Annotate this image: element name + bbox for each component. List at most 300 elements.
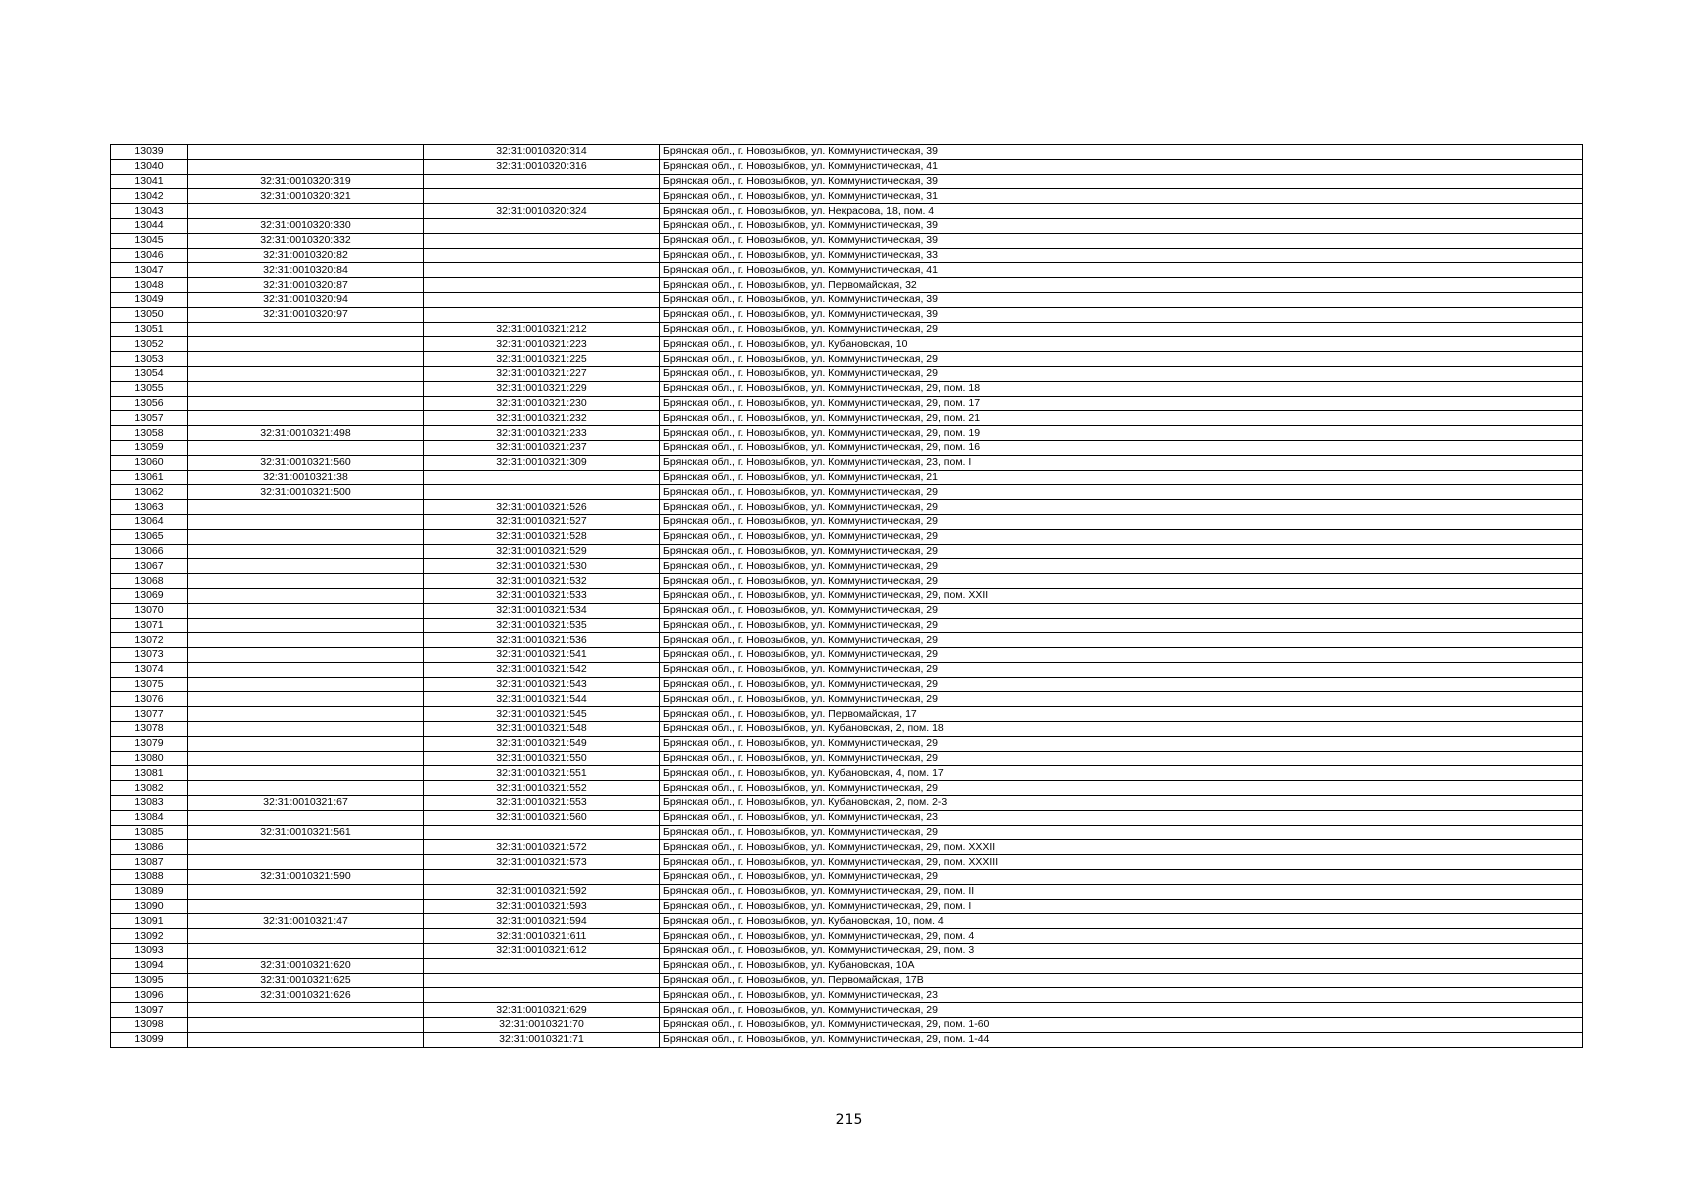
table-row <box>111 603 1583 618</box>
cadastral-number-a: 32:31:0010321:560 <box>188 455 424 470</box>
cadastral-number-b: 32:31:0010321:70 <box>424 1018 660 1033</box>
table-row <box>111 381 1583 396</box>
address-cell: Брянская обл., г. Новозыбков, ул. Коммунистическая, 29, пом. 17 <box>660 396 1583 411</box>
row-number: 13077 <box>111 707 188 722</box>
row-number: 13087 <box>111 855 188 870</box>
address-cell: Брянская обл., г. Новозыбков, ул. Коммунистическая, 29 <box>660 618 1583 633</box>
address-cell: Брянская обл., г. Новозыбков, ул. Коммунистическая, 41 <box>660 263 1583 278</box>
cadastral-number-b: 32:31:0010321:545 <box>424 707 660 722</box>
address-cell: Брянская обл., г. Новозыбков, ул. Коммунистическая, 29 <box>660 736 1583 751</box>
table-row <box>111 781 1583 796</box>
cadastral-number-b <box>424 958 660 973</box>
table-row <box>111 662 1583 677</box>
table-row <box>111 292 1583 307</box>
address-cell: Брянская обл., г. Новозыбков, ул. Коммунистическая, 29 <box>660 870 1583 885</box>
cadastral-number-a <box>188 751 424 766</box>
cadastral-number-a <box>188 648 424 663</box>
cadastral-number-b: 32:31:0010321:528 <box>424 529 660 544</box>
table-row <box>111 810 1583 825</box>
row-number: 13072 <box>111 633 188 648</box>
address-cell: Брянская обл., г. Новозыбков, ул. Коммунистическая, 39 <box>660 233 1583 248</box>
address-cell: Брянская обл., г. Новозыбков, ул. Коммунистическая, 29 <box>660 574 1583 589</box>
address-cell: Брянская обл., г. Новозыбков, ул. Некрасова, 18, пом. 4 <box>660 204 1583 219</box>
cadastral-number-b: 32:31:0010321:71 <box>424 1032 660 1047</box>
row-number: 13055 <box>111 381 188 396</box>
row-number: 13092 <box>111 929 188 944</box>
cadastral-number-b: 32:31:0010321:529 <box>424 544 660 559</box>
row-number: 13047 <box>111 263 188 278</box>
cadastral-number-b: 32:31:0010321:551 <box>424 766 660 781</box>
cadastral-number-a <box>188 544 424 559</box>
address-cell: Брянская обл., г. Новозыбков, ул. Коммунистическая, 29 <box>660 485 1583 500</box>
row-number: 13054 <box>111 366 188 381</box>
cadastral-number-a <box>188 559 424 574</box>
cadastral-number-b: 32:31:0010321:225 <box>424 352 660 367</box>
address-cell: Брянская обл., г. Новозыбков, ул. Коммунистическая, 29 <box>660 662 1583 677</box>
table-row <box>111 455 1583 470</box>
address-cell: Брянская обл., г. Новозыбков, ул. Коммунистическая, 29, пом. 21 <box>660 411 1583 426</box>
cadastral-number-b: 32:31:0010321:533 <box>424 588 660 603</box>
cadastral-number-b: 32:31:0010321:552 <box>424 781 660 796</box>
table-row <box>111 914 1583 929</box>
cadastral-number-a <box>188 618 424 633</box>
cadastral-number-b: 32:31:0010321:309 <box>424 455 660 470</box>
cadastral-number-a: 32:31:0010321:498 <box>188 426 424 441</box>
table-row <box>111 648 1583 663</box>
table-row <box>111 633 1583 648</box>
table-row <box>111 840 1583 855</box>
cadastral-number-b <box>424 973 660 988</box>
address-cell: Брянская обл., г. Новозыбков, ул. Коммунистическая, 29, пом. XXII <box>660 588 1583 603</box>
cadastral-number-b <box>424 988 660 1003</box>
address-cell: Брянская обл., г. Новозыбков, ул. Коммунистическая, 29 <box>660 322 1583 337</box>
cadastral-number-a: 32:31:0010320:84 <box>188 263 424 278</box>
row-number: 13064 <box>111 514 188 529</box>
cadastral-number-b: 32:31:0010321:549 <box>424 736 660 751</box>
table-row <box>111 825 1583 840</box>
table-row <box>111 559 1583 574</box>
cadastral-number-a: 32:31:0010321:561 <box>188 825 424 840</box>
address-cell: Брянская обл., г. Новозыбков, ул. Коммунистическая, 39 <box>660 174 1583 189</box>
row-number: 13096 <box>111 988 188 1003</box>
cadastral-number-b: 32:31:0010321:553 <box>424 796 660 811</box>
row-number: 13084 <box>111 810 188 825</box>
row-number: 13067 <box>111 559 188 574</box>
table-row <box>111 588 1583 603</box>
row-number: 13041 <box>111 174 188 189</box>
table-row <box>111 692 1583 707</box>
cadastral-number-b: 32:31:0010321:594 <box>424 914 660 929</box>
cadastral-number-a <box>188 944 424 959</box>
cadastral-number-b: 32:31:0010321:532 <box>424 574 660 589</box>
table-row <box>111 426 1583 441</box>
cadastral-number-a: 32:31:0010321:500 <box>188 485 424 500</box>
cadastral-number-b <box>424 233 660 248</box>
cadastral-number-a: 32:31:0010320:97 <box>188 307 424 322</box>
table-row <box>111 411 1583 426</box>
cadastral-number-b: 32:31:0010321:573 <box>424 855 660 870</box>
row-number: 13073 <box>111 648 188 663</box>
address-cell: Брянская обл., г. Новозыбков, ул. Кубановская, 10А <box>660 958 1583 973</box>
cadastral-number-b: 32:31:0010321:612 <box>424 944 660 959</box>
row-number: 13085 <box>111 825 188 840</box>
row-number: 13082 <box>111 781 188 796</box>
table-row <box>111 944 1583 959</box>
cadastral-number-a <box>188 440 424 455</box>
cadastral-number-b: 32:31:0010321:542 <box>424 662 660 677</box>
cadastral-number-a <box>188 411 424 426</box>
address-cell: Брянская обл., г. Новозыбков, ул. Коммунистическая, 33 <box>660 248 1583 263</box>
table-row <box>111 544 1583 559</box>
table-row <box>111 766 1583 781</box>
cadastral-number-a <box>188 736 424 751</box>
cadastral-number-a <box>188 381 424 396</box>
row-number: 13071 <box>111 618 188 633</box>
table-row <box>111 322 1583 337</box>
row-number: 13039 <box>111 145 188 160</box>
cadastral-number-b: 32:31:0010321:629 <box>424 1003 660 1018</box>
address-cell: Брянская обл., г. Новозыбков, ул. Коммунистическая, 31 <box>660 189 1583 204</box>
row-number: 13088 <box>111 870 188 885</box>
table-row <box>111 514 1583 529</box>
table-row <box>111 366 1583 381</box>
address-cell: Брянская обл., г. Новозыбков, ул. Коммунистическая, 39 <box>660 145 1583 160</box>
row-number: 13050 <box>111 307 188 322</box>
table-row <box>111 1032 1583 1047</box>
address-cell: Брянская обл., г. Новозыбков, ул. Коммунистическая, 29, пом. 4 <box>660 929 1583 944</box>
cadastral-number-b: 32:31:0010321:227 <box>424 366 660 381</box>
address-cell: Брянская обл., г. Новозыбков, ул. Коммунистическая, 29 <box>660 603 1583 618</box>
cadastral-number-b: 32:31:0010321:223 <box>424 337 660 352</box>
row-number: 13094 <box>111 958 188 973</box>
table-row <box>111 796 1583 811</box>
table-row <box>111 470 1583 485</box>
cadastral-number-b: 32:31:0010321:572 <box>424 840 660 855</box>
cadastral-table <box>110 144 1583 1048</box>
cadastral-number-b <box>424 174 660 189</box>
cadastral-number-a: 32:31:0010320:87 <box>188 278 424 293</box>
table-row <box>111 204 1583 219</box>
address-cell: Брянская обл., г. Новозыбков, ул. Кубановская, 2, пом. 18 <box>660 722 1583 737</box>
address-cell: Брянская обл., г. Новозыбков, ул. Коммунистическая, 29 <box>660 559 1583 574</box>
cadastral-number-a <box>188 1018 424 1033</box>
table-row <box>111 218 1583 233</box>
address-cell: Брянская обл., г. Новозыбков, ул. Коммунистическая, 23 <box>660 810 1583 825</box>
address-cell: Брянская обл., г. Новозыбков, ул. Кубановская, 10, пом. 4 <box>660 914 1583 929</box>
address-cell: Брянская обл., г. Новозыбков, ул. Коммунистическая, 29, пом. 1-44 <box>660 1032 1583 1047</box>
table-row <box>111 485 1583 500</box>
row-number: 13052 <box>111 337 188 352</box>
address-cell: Брянская обл., г. Новозыбков, ул. Коммунистическая, 29, пом. II <box>660 884 1583 899</box>
cadastral-number-b: 32:31:0010321:232 <box>424 411 660 426</box>
table-row <box>111 618 1583 633</box>
address-cell: Брянская обл., г. Новозыбков, ул. Коммунистическая, 39 <box>660 292 1583 307</box>
cadastral-number-b <box>424 278 660 293</box>
row-number: 13078 <box>111 722 188 737</box>
cadastral-number-a <box>188 145 424 160</box>
row-number: 13059 <box>111 440 188 455</box>
table-row <box>111 870 1583 885</box>
address-cell: Брянская обл., г. Новозыбков, ул. Коммунистическая, 29 <box>660 544 1583 559</box>
cadastral-number-b <box>424 825 660 840</box>
address-cell: Брянская обл., г. Новозыбков, ул. Коммунистическая, 29, пом. 19 <box>660 426 1583 441</box>
row-number: 13083 <box>111 796 188 811</box>
cadastral-number-a: 32:31:0010321:625 <box>188 973 424 988</box>
table-row <box>111 899 1583 914</box>
cadastral-number-b: 32:31:0010320:314 <box>424 145 660 160</box>
cadastral-number-b: 32:31:0010321:541 <box>424 648 660 663</box>
table-row <box>111 707 1583 722</box>
table-row <box>111 440 1583 455</box>
row-number: 13042 <box>111 189 188 204</box>
table-row <box>111 233 1583 248</box>
cadastral-number-a <box>188 722 424 737</box>
cadastral-number-a: 32:31:0010320:321 <box>188 189 424 204</box>
address-cell: Брянская обл., г. Новозыбков, ул. Коммунистическая, 29 <box>660 514 1583 529</box>
cadastral-number-a <box>188 352 424 367</box>
cadastral-number-b <box>424 307 660 322</box>
cadastral-number-a: 32:31:0010321:620 <box>188 958 424 973</box>
address-cell: Брянская обл., г. Новозыбков, ул. Первомайская, 32 <box>660 278 1583 293</box>
cadastral-number-b <box>424 870 660 885</box>
table-row <box>111 574 1583 589</box>
cadastral-number-b: 32:31:0010321:550 <box>424 751 660 766</box>
row-number: 13099 <box>111 1032 188 1047</box>
cadastral-number-a: 32:31:0010321:47 <box>188 914 424 929</box>
row-number: 13069 <box>111 588 188 603</box>
row-number: 13081 <box>111 766 188 781</box>
row-number: 13095 <box>111 973 188 988</box>
cadastral-number-b: 32:31:0010321:229 <box>424 381 660 396</box>
row-number: 13079 <box>111 736 188 751</box>
cadastral-number-b: 32:31:0010321:548 <box>424 722 660 737</box>
cadastral-number-b <box>424 218 660 233</box>
row-number: 13044 <box>111 218 188 233</box>
cadastral-number-a <box>188 633 424 648</box>
row-number: 13097 <box>111 1003 188 1018</box>
row-number: 13046 <box>111 248 188 263</box>
cadastral-number-a <box>188 884 424 899</box>
cadastral-number-a: 32:31:0010320:332 <box>188 233 424 248</box>
cadastral-number-b: 32:31:0010321:526 <box>424 500 660 515</box>
cadastral-number-a <box>188 781 424 796</box>
cadastral-number-a <box>188 322 424 337</box>
cadastral-number-a <box>188 366 424 381</box>
row-number: 13043 <box>111 204 188 219</box>
address-cell: Брянская обл., г. Новозыбков, ул. Коммунистическая, 29, пом. I <box>660 899 1583 914</box>
table-row <box>111 958 1583 973</box>
cadastral-number-a <box>188 855 424 870</box>
row-number: 13070 <box>111 603 188 618</box>
cadastral-number-a <box>188 810 424 825</box>
address-cell: Брянская обл., г. Новозыбков, ул. Коммунистическая, 29, пом. 3 <box>660 944 1583 959</box>
table-row <box>111 500 1583 515</box>
row-number: 13057 <box>111 411 188 426</box>
cadastral-number-a <box>188 204 424 219</box>
cadastral-number-b: 32:31:0010321:592 <box>424 884 660 899</box>
cadastral-number-a <box>188 574 424 589</box>
cadastral-number-b: 32:31:0010321:233 <box>424 426 660 441</box>
cadastral-number-a <box>188 899 424 914</box>
table-row <box>111 352 1583 367</box>
table-row <box>111 973 1583 988</box>
address-cell: Брянская обл., г. Новозыбков, ул. Коммунистическая, 29 <box>660 500 1583 515</box>
row-number: 13045 <box>111 233 188 248</box>
row-number: 13058 <box>111 426 188 441</box>
row-number: 13090 <box>111 899 188 914</box>
address-cell: Брянская обл., г. Новозыбков, ул. Коммунистическая, 29 <box>660 825 1583 840</box>
row-number: 13098 <box>111 1018 188 1033</box>
address-cell: Брянская обл., г. Новозыбков, ул. Коммунистическая, 39 <box>660 307 1583 322</box>
cadastral-number-a <box>188 662 424 677</box>
row-number: 13049 <box>111 292 188 307</box>
cadastral-number-a <box>188 929 424 944</box>
cadastral-number-a <box>188 603 424 618</box>
row-number: 13091 <box>111 914 188 929</box>
cadastral-number-a <box>188 159 424 174</box>
row-number: 13060 <box>111 455 188 470</box>
cadastral-number-b <box>424 248 660 263</box>
cadastral-number-b: 32:31:0010321:543 <box>424 677 660 692</box>
cadastral-number-a <box>188 707 424 722</box>
cadastral-number-a: 32:31:0010321:626 <box>188 988 424 1003</box>
table-row <box>111 278 1583 293</box>
address-cell: Брянская обл., г. Новозыбков, ул. Коммунистическая, 39 <box>660 218 1583 233</box>
table-row <box>111 677 1583 692</box>
table-body <box>111 145 1583 1048</box>
row-number: 13053 <box>111 352 188 367</box>
row-number: 13063 <box>111 500 188 515</box>
row-number: 13076 <box>111 692 188 707</box>
table-row <box>111 337 1583 352</box>
cadastral-number-a <box>188 337 424 352</box>
table-row <box>111 1003 1583 1018</box>
cadastral-number-a: 32:31:0010320:94 <box>188 292 424 307</box>
address-cell: Брянская обл., г. Новозыбков, ул. Первомайская, 17В <box>660 973 1583 988</box>
table-row <box>111 189 1583 204</box>
cadastral-number-a <box>188 588 424 603</box>
cadastral-number-b: 32:31:0010321:536 <box>424 633 660 648</box>
cadastral-number-b: 32:31:0010321:230 <box>424 396 660 411</box>
cadastral-number-b: 32:31:0010321:534 <box>424 603 660 618</box>
cadastral-number-a <box>188 1032 424 1047</box>
row-number: 13051 <box>111 322 188 337</box>
address-cell: Брянская обл., г. Новозыбков, ул. Коммунистическая, 21 <box>660 470 1583 485</box>
cadastral-number-a <box>188 500 424 515</box>
address-cell: Брянская обл., г. Новозыбков, ул. Коммунистическая, 29 <box>660 529 1583 544</box>
cadastral-number-a <box>188 396 424 411</box>
cadastral-number-b: 32:31:0010321:212 <box>424 322 660 337</box>
cadastral-number-b <box>424 485 660 500</box>
table-row <box>111 736 1583 751</box>
cadastral-number-b: 32:31:0010321:527 <box>424 514 660 529</box>
address-cell: Брянская обл., г. Новозыбков, ул. Кубановская, 2, пом. 2-3 <box>660 796 1583 811</box>
row-number: 13068 <box>111 574 188 589</box>
row-number: 13061 <box>111 470 188 485</box>
address-cell: Брянская обл., г. Новозыбков, ул. Коммунистическая, 23 <box>660 988 1583 1003</box>
cadastral-number-a <box>188 766 424 781</box>
cadastral-number-b <box>424 263 660 278</box>
cadastral-number-a: 32:31:0010320:319 <box>188 174 424 189</box>
cadastral-number-a <box>188 692 424 707</box>
row-number: 13086 <box>111 840 188 855</box>
address-cell: Брянская обл., г. Новозыбков, ул. Коммунистическая, 29, пом. XXXIII <box>660 855 1583 870</box>
address-cell: Брянская обл., г. Новозыбков, ул. Коммунистическая, 29 <box>660 352 1583 367</box>
table-row <box>111 145 1583 160</box>
address-cell: Брянская обл., г. Новозыбков, ул. Коммунистическая, 29 <box>660 648 1583 663</box>
cadastral-number-a <box>188 529 424 544</box>
cadastral-number-b <box>424 292 660 307</box>
address-cell: Брянская обл., г. Новозыбков, ул. Коммунистическая, 29 <box>660 751 1583 766</box>
row-number: 13066 <box>111 544 188 559</box>
cadastral-number-b <box>424 470 660 485</box>
cadastral-number-a: 32:31:0010321:38 <box>188 470 424 485</box>
table-row <box>111 884 1583 899</box>
address-cell: Брянская обл., г. Новозыбков, ул. Первомайская, 17 <box>660 707 1583 722</box>
row-number: 13075 <box>111 677 188 692</box>
address-cell: Брянская обл., г. Новозыбков, ул. Коммунистическая, 29, пом. 18 <box>660 381 1583 396</box>
cadastral-number-b <box>424 189 660 204</box>
row-number: 13062 <box>111 485 188 500</box>
table-row <box>111 248 1583 263</box>
row-number: 13093 <box>111 944 188 959</box>
page-number: 215 <box>835 1112 863 1128</box>
cadastral-number-b: 32:31:0010321:560 <box>424 810 660 825</box>
table-row <box>111 396 1583 411</box>
table-row <box>111 751 1583 766</box>
address-cell: Брянская обл., г. Новозыбков, ул. Коммунистическая, 29 <box>660 1003 1583 1018</box>
cadastral-number-b: 32:31:0010321:237 <box>424 440 660 455</box>
row-number: 13040 <box>111 159 188 174</box>
address-cell: Брянская обл., г. Новозыбков, ул. Коммунистическая, 29, пом. XXXII <box>660 840 1583 855</box>
row-number: 13048 <box>111 278 188 293</box>
address-cell: Брянская обл., г. Новозыбков, ул. Кубановская, 4, пом. 17 <box>660 766 1583 781</box>
row-number: 13065 <box>111 529 188 544</box>
table-row <box>111 988 1583 1003</box>
table-row <box>111 263 1583 278</box>
address-cell: Брянская обл., г. Новозыбков, ул. Коммунистическая, 23, пом. I <box>660 455 1583 470</box>
table-row <box>111 855 1583 870</box>
address-cell: Брянская обл., г. Новозыбков, ул. Коммунистическая, 29, пом. 1-60 <box>660 1018 1583 1033</box>
table-row <box>111 929 1583 944</box>
address-cell: Брянская обл., г. Новозыбков, ул. Коммунистическая, 29, пом. 16 <box>660 440 1583 455</box>
cadastral-number-a <box>188 840 424 855</box>
address-cell: Брянская обл., г. Новозыбков, ул. Коммунистическая, 41 <box>660 159 1583 174</box>
table-row <box>111 529 1583 544</box>
cadastral-number-b: 32:31:0010321:530 <box>424 559 660 574</box>
cadastral-number-b: 32:31:0010321:544 <box>424 692 660 707</box>
cadastral-number-b: 32:31:0010320:324 <box>424 204 660 219</box>
cadastral-number-b: 32:31:0010320:316 <box>424 159 660 174</box>
address-cell: Брянская обл., г. Новозыбков, ул. Кубановская, 10 <box>660 337 1583 352</box>
table-row <box>111 159 1583 174</box>
table-row <box>111 174 1583 189</box>
cadastral-number-b: 32:31:0010321:535 <box>424 618 660 633</box>
cadastral-number-a: 32:31:0010321:590 <box>188 870 424 885</box>
cadastral-number-a: 32:31:0010320:330 <box>188 218 424 233</box>
cadastral-number-b: 32:31:0010321:593 <box>424 899 660 914</box>
row-number: 13056 <box>111 396 188 411</box>
address-cell: Брянская обл., г. Новозыбков, ул. Коммунистическая, 29 <box>660 692 1583 707</box>
table-row <box>111 307 1583 322</box>
row-number: 13089 <box>111 884 188 899</box>
row-number: 13080 <box>111 751 188 766</box>
cadastral-number-a <box>188 1003 424 1018</box>
table-row <box>111 722 1583 737</box>
cadastral-number-a <box>188 677 424 692</box>
cadastral-number-a: 32:31:0010321:67 <box>188 796 424 811</box>
cadastral-number-b: 32:31:0010321:611 <box>424 929 660 944</box>
